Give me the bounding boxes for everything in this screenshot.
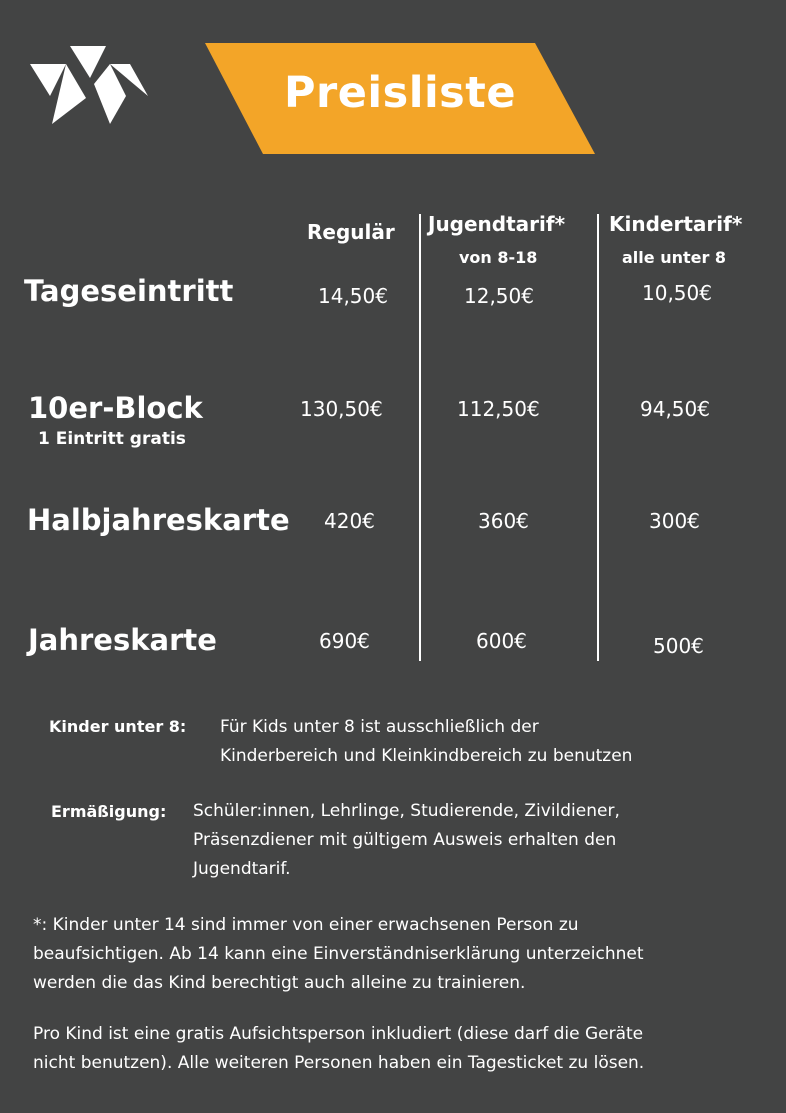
price-cell: 360€: [478, 509, 529, 533]
note-text-kids: [220, 713, 632, 771]
column-header-kids: Kindertarif*: [609, 212, 743, 236]
row-label-half-year-pass: Halbjahreskarte: [27, 503, 290, 537]
note-line: Präsenzdiener mit gültigem Ausweis erhalten den: [193, 830, 617, 850]
price-cell: 500€: [653, 634, 704, 658]
footnote-line: Pro Kind ist eine gratis Aufsichtsperson inkludiert (diese darf die Geräte: [33, 1024, 644, 1044]
note-label-discount: Ermäßigung:: [51, 802, 167, 821]
footnote-line: *: Kinder unter 14 sind immer von einer erwachsenen Person zu: [33, 915, 579, 935]
note-line: Für Kids unter 8 ist ausschließlich der: [220, 717, 539, 737]
footnote-line: werden die das Kind berechtigt auch alleine zu trainieren.: [33, 973, 526, 993]
note-line: Schüler:innen, Lehrlinge, Studierende, Zivildiener,: [193, 801, 620, 821]
price-cell: 420€: [324, 509, 375, 533]
note-line: Jugendtarif.: [193, 859, 291, 879]
page-title: Preisliste: [283, 68, 516, 118]
price-cell: 300€: [649, 509, 700, 533]
price-cell: 600€: [476, 629, 527, 653]
column-divider: [597, 214, 599, 661]
footnote-guardian: [33, 1020, 644, 1078]
price-cell: 112,50€: [457, 397, 540, 421]
row-label-10-block: 10er-Block: [28, 391, 203, 425]
column-header-regular: Regulär: [307, 220, 395, 244]
note-text-discount: [193, 797, 620, 884]
footnote-supervision: [33, 911, 644, 998]
footnote-line: nicht benutzen). Alle weiteren Personen haben ein Tagesticket zu lösen.: [33, 1053, 645, 1073]
column-subheader-youth: von 8-18: [459, 248, 538, 267]
row-label-annual-pass: Jahreskarte: [28, 623, 217, 657]
column-header-youth: Jugendtarif*: [428, 212, 566, 236]
price-cell: 94,50€: [640, 397, 710, 421]
price-cell: 690€: [319, 629, 370, 653]
price-cell: 12,50€: [464, 284, 534, 308]
note-label-kids: Kinder unter 8:: [49, 717, 187, 736]
price-cell: 10,50€: [642, 281, 712, 305]
column-subheader-kids: alle unter 8: [622, 248, 727, 267]
column-divider: [419, 214, 421, 661]
footnote-line: beaufsichtigen. Ab 14 kann eine Einverständniserklärung unterzeichnet: [33, 944, 644, 964]
price-cell: 14,50€: [318, 284, 388, 308]
row-label-day-ticket: Tageseintritt: [24, 274, 234, 308]
note-line: Kinderbereich und Kleinkindbereich zu benutzen: [220, 746, 633, 766]
row-sublabel-10-block: 1 Eintritt gratis: [38, 429, 186, 449]
price-cell: 130,50€: [300, 397, 383, 421]
brand-logo-icon: [30, 46, 150, 126]
